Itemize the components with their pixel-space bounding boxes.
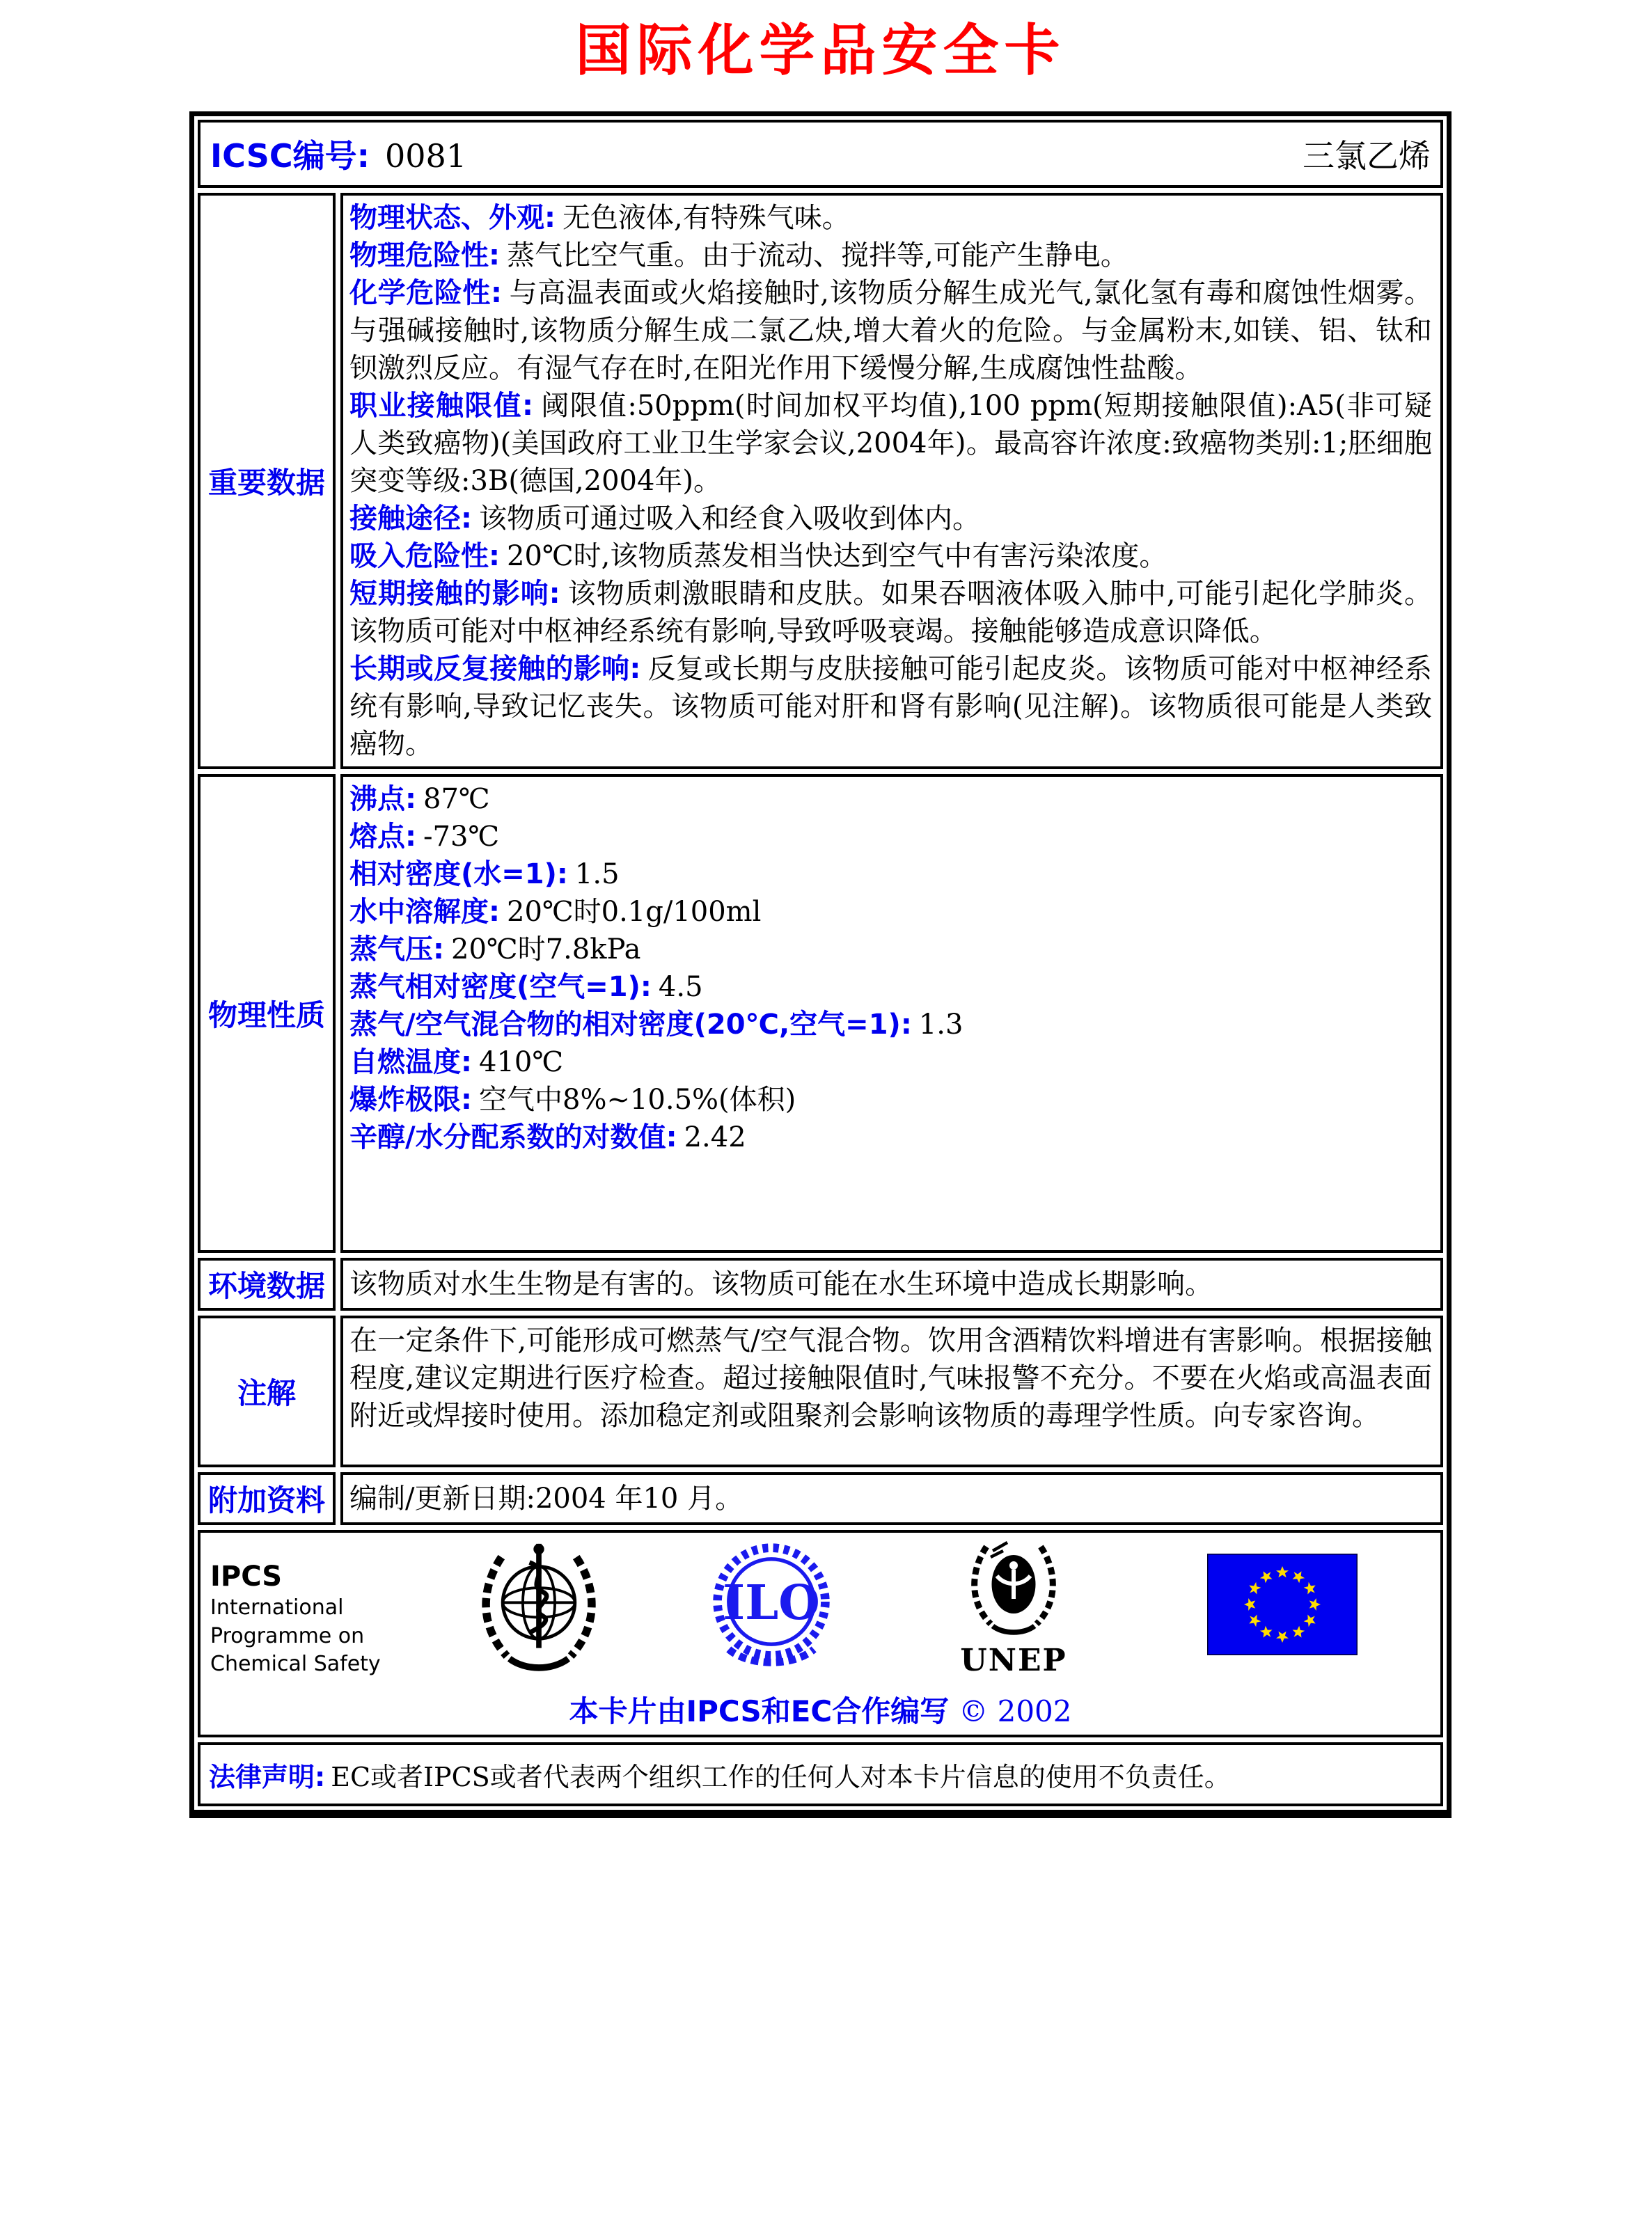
item-label: 爆炸极限: <box>349 1084 472 1116</box>
item-text: -73℃ <box>423 821 500 853</box>
environmental-data-content <box>340 1258 1443 1311</box>
unep-logo-icon <box>957 1538 1071 1682</box>
icsc-table <box>198 120 1443 1806</box>
icsc-card <box>189 111 1452 1818</box>
item-text: 无色液体,有特殊气味。 <box>563 202 850 234</box>
ilo-logo-icon <box>709 1538 834 1678</box>
row-label-environmental-data: 环境数据 <box>198 1258 336 1311</box>
item-text: 该物质刺激眼睛和皮肤。如果吞咽液体吸入肺中,可能引起化学肺炎。该物质可能对中枢神经系统有影响,导致呼吸衰竭。接触能够造成意识降低。 <box>349 578 1432 647</box>
item-text: 空气中8%~10.5%(体积) <box>479 1084 796 1116</box>
svg-text:ILO: ILO <box>723 1575 820 1632</box>
footer-row <box>198 1530 1443 1737</box>
physical-property-item <box>349 1043 1432 1081</box>
icsc-number-label: ICSC编号: <box>210 137 370 175</box>
important-data-item <box>349 537 1432 575</box>
item-label: 水中溶解度: <box>349 896 500 928</box>
item-label: 蒸气相对密度(空气=1): <box>349 971 652 1003</box>
item-label: 长期或反复接触的影响: <box>349 653 641 685</box>
notes-content <box>340 1316 1443 1467</box>
item-text: 1.3 <box>918 1009 963 1041</box>
item-label: 熔点: <box>349 821 416 853</box>
important-data-item <box>349 387 1432 500</box>
unep-logo-label: UNEP <box>960 1643 1067 1678</box>
icsc-number-value: 0081 <box>385 137 467 175</box>
item-text: 87℃ <box>423 783 490 815</box>
ipcs-line: Chemical Safety <box>210 1652 381 1676</box>
ipcs-text-block <box>210 1538 405 1679</box>
item-text: 1.5 <box>574 858 620 890</box>
ipcs-line: Programme on <box>210 1623 365 1648</box>
notes-text: 在一定条件下,可能形成可燃蒸气/空气混合物。饮用含酒精饮料增进有害影响。根据接触程度,建议定期进行医疗检查。超过接触限值时,气味报警不充分。不要在火焰或高温表面附近或焊接时使用。添加稳定剂或阻聚剂会影响该物质的毒理学性质。向专家咨询。 <box>349 1325 1432 1432</box>
item-label: 蒸气压: <box>349 933 444 965</box>
important-data-item <box>349 500 1432 537</box>
item-text: 与高温表面或火焰接触时,该物质分解生成光气,氯化氢有毒和腐蚀性烟雾。与强碱接触时,该物质分解生成二氯乙炔,增大着火的危险。与金属粉末,如镁、铝、钛和钡激烈反应。有湿气存在时,在阳光作用下缓慢分解,生成腐蚀性盐酸。 <box>349 277 1433 384</box>
item-label: 物理状态、外观: <box>349 202 556 234</box>
item-text: 20℃时7.8kPa <box>451 933 641 965</box>
item-label: 沸点: <box>349 783 416 815</box>
who-logo-icon <box>472 1538 606 1678</box>
item-text: 410℃ <box>479 1046 564 1078</box>
item-text: 反复或长期与皮肤接触可能引起皮炎。该物质可能对中枢神经系统有影响,导致记忆丧失。该物质可能对肝和肾有影响(见注解)。该物质很可能是人类致癌物。 <box>349 653 1433 760</box>
additional-info-text: 编制/更新日期:2004 年10 月。 <box>349 1483 744 1515</box>
footer-logos <box>200 1538 1440 1682</box>
item-label: 物理危险性: <box>349 239 500 271</box>
item-text: 20℃时,该物质蒸发相当快达到空气中有害污染浓度。 <box>507 540 1167 572</box>
page-title: 国际化学品安全卡 <box>575 17 1066 83</box>
ipcs-heading: IPCS <box>210 1561 283 1593</box>
important-data-item <box>349 650 1432 763</box>
physical-property-item <box>349 1006 1432 1043</box>
row-label-additional-info: 附加资料 <box>198 1472 336 1525</box>
eu-flag-icon <box>1207 1554 1358 1655</box>
physical-property-item <box>349 1119 1432 1156</box>
item-label: 吸入危险性: <box>349 540 500 572</box>
physical-property-item <box>349 893 1432 931</box>
item-text: 该物质可通过吸入和经食入吸收到体内。 <box>479 503 980 535</box>
item-text: 20℃时0.1g/100ml <box>507 896 762 928</box>
row-label-important-data: 重要数据 <box>198 193 336 769</box>
ipcs-line: International <box>210 1595 344 1620</box>
item-label: 相对密度(水=1): <box>349 858 568 890</box>
legal-body: EC或者IPCS或者代表两个组织工作的任何人对本卡片信息的使用不负责任。 <box>331 1761 1231 1792</box>
physical-properties-content <box>340 774 1443 1253</box>
additional-info-content <box>340 1472 1443 1525</box>
chemical-name: 三氯乙烯 <box>1303 137 1431 175</box>
physical-property-item <box>349 780 1432 818</box>
item-text: 蒸气比空气重。由于流动、搅拌等,可能产生静电。 <box>507 239 1128 271</box>
row-label-notes: 注解 <box>198 1316 336 1467</box>
header-row <box>198 120 1443 188</box>
important-data-item <box>349 575 1432 650</box>
footer-caption-text: 本卡片由IPCS和EC合作编写 <box>569 1694 950 1728</box>
row-label-physical-properties: 物理性质 <box>198 774 336 1253</box>
physical-property-item <box>349 968 1432 1006</box>
item-label: 化学危险性: <box>349 277 503 309</box>
footer-copyright: © 2002 <box>959 1694 1072 1728</box>
physical-property-item <box>349 1081 1432 1119</box>
physical-property-item <box>349 931 1432 968</box>
item-label: 蒸气/空气混合物的相对密度(20℃,空气=1): <box>349 1009 912 1041</box>
footer-caption <box>200 1689 1440 1730</box>
item-label: 职业接触限值: <box>349 390 534 422</box>
important-data-item <box>349 237 1432 274</box>
item-label: 接触途径: <box>349 503 472 535</box>
item-text: 阈限值:50ppm(时间加权平均值),100 ppm(短期接触限值):A5(非可疑人类致癌物)(美国政府工业卫生学家会议,2004年)。最高容许浓度:致癌物类别:1;胚细胞突变等级:3B(德国,2004年)。 <box>349 390 1432 497</box>
item-text: 2.42 <box>684 1121 746 1153</box>
legal-text <box>209 1755 1231 1794</box>
important-data-item <box>349 274 1432 387</box>
environmental-data-text: 该物质对水生生物是有害的。该物质可能在水生环境中造成长期影响。 <box>349 1268 1213 1300</box>
physical-property-item <box>349 855 1432 893</box>
legal-row <box>198 1742 1443 1806</box>
item-label: 短期接触的影响: <box>349 578 560 610</box>
item-text: 4.5 <box>658 971 703 1003</box>
item-label: 自燃温度: <box>349 1046 472 1078</box>
physical-property-item <box>349 818 1432 855</box>
icsc-number-group <box>210 131 466 177</box>
legal-label: 法律声明: <box>209 1761 326 1792</box>
important-data-content <box>340 193 1443 769</box>
important-data-item <box>349 199 1432 237</box>
item-label: 辛醇/水分配系数的对数值: <box>349 1121 677 1153</box>
